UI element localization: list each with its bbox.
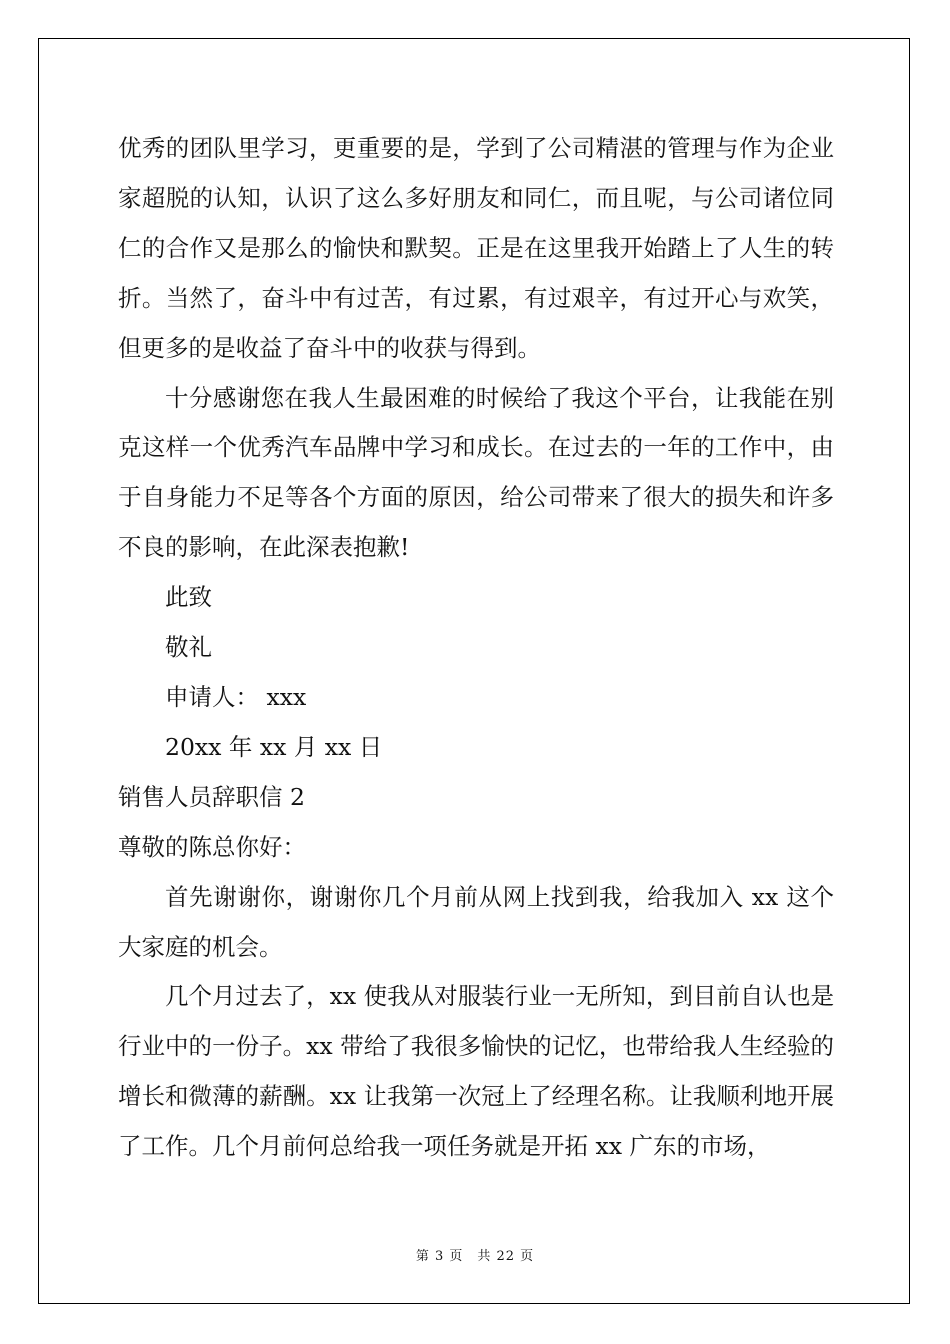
page-footer: 第 3 页 共 22 页 — [415, 1249, 535, 1264]
paragraph-3: 首先谢谢你，谢谢你几个月前从网上找到我，给我加入 xx 这个大家庭的机会。 — [118, 882, 834, 961]
closing-regards: 敬礼 — [165, 633, 212, 662]
date-line: 20xx 年 xx 月 xx 日 — [165, 732, 383, 761]
paragraph-4: 几个月过去了，xx 使我从对服装行业一无所知，到目前自认也是行业中的一份子。xx 带给了我很多愉快的记忆，也带给我人生经验的增长和微薄的薪酬。xx 让我第一次冠上了经理名称。让我顺利地开展了工作。几个月前何总给我一项任务就是开拓 xx 广东的市场， — [118, 982, 834, 1161]
paragraph-1: 优秀的团队里学习，更重要的是，学到了公司精湛的管理与作为企业家超脱的认知，认识了这么多好朋友和同仁，而且呢，与公司诸位同仁的合作又是那么的愉快和默契。正是在这里我开始踏上了人生的转折。当然了，奋斗中有过苦，有过累，有过艰辛，有过开心与欢笑，但更多的是收益了奋斗中的收获与得到。 — [118, 134, 834, 362]
greeting-line: 尊敬的陈总你好： — [118, 832, 306, 861]
paragraph-2: 十分感谢您在我人生最困难的时候给了我这个平台，让我能在别克这样一个优秀汽车品牌中学习和成长。在过去的一年的工作中，由于自身能力不足等各个方面的原因，给公司带来了很大的损失和许多不良的影响，在此深表抱歉! — [118, 383, 834, 562]
document-body — [118, 124, 834, 1172]
applicant-line: 申请人： xxx — [165, 682, 307, 711]
section-title: 销售人员辞职信 2 — [118, 782, 305, 811]
closing-salutation: 此致 — [165, 583, 212, 612]
